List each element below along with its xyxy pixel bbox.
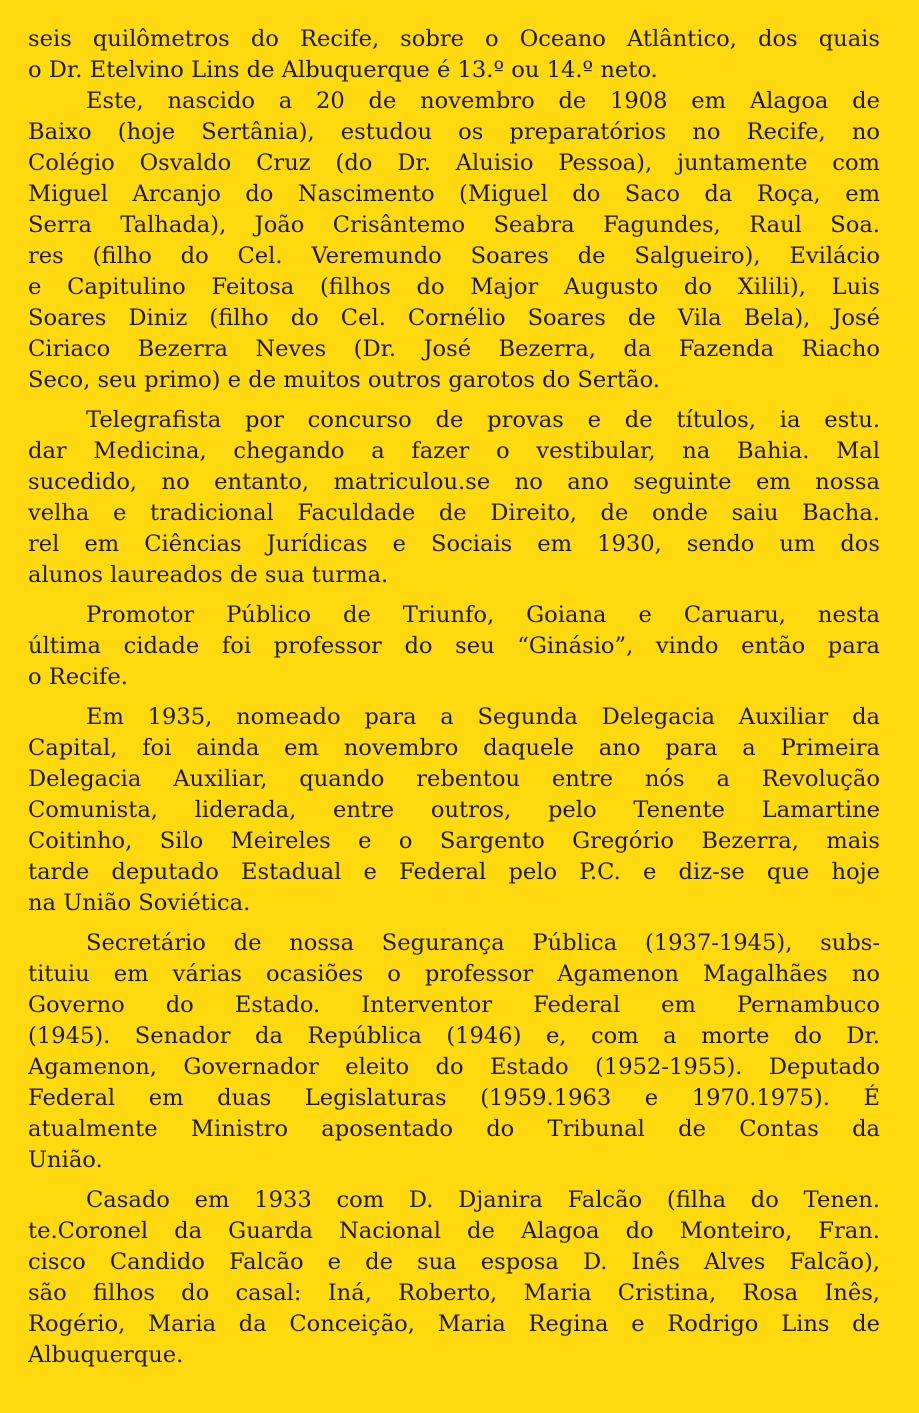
paragraph-3 xyxy=(28,405,880,591)
text-line: Colégio Osvaldo Cruz (do Dr. Aluisio Pessoa), juntamente com xyxy=(28,150,880,176)
text-line: Ciriaco Bezerra Neves (Dr. José Bezerra, da Fazenda Riacho xyxy=(28,336,880,362)
text-line: Em 1935, nomeado para a Segunda Delegacia Auxiliar da xyxy=(86,704,880,730)
text-line: res (filho do Cel. Veremundo Soares de Salgueiro), Evilácio xyxy=(28,243,880,269)
text-line: Rogério, Maria da Conceição, Maria Regina e Rodrigo Lins de xyxy=(28,1311,880,1337)
text-line: tituiu em várias ocasiões o professor Agamenon Magalhães no xyxy=(28,961,880,987)
text-line: te.Coronel da Guarda Nacional de Alagoa do Monteiro, Fran. xyxy=(28,1218,880,1244)
paragraph-gap xyxy=(28,396,880,405)
text-line: alunos laureados de sua turma. xyxy=(28,562,389,588)
text-line: Agamenon, Governador eleito do Estado (1952-1955). Deputado xyxy=(28,1054,880,1080)
text-line: União. xyxy=(28,1147,103,1173)
document-page xyxy=(28,24,880,1394)
paragraph-2 xyxy=(28,86,880,396)
text-line: o Dr. Etelvino Lins de Albuquerque é 13.º ou 14.º neto. xyxy=(28,57,658,83)
text-line: (1945). Senador da República (1946) e, com a morte do Dr. xyxy=(28,1023,880,1049)
text-line: Capital, foi ainda em novembro daquele ano para a Primeira xyxy=(28,735,880,761)
text-line: na União Soviética. xyxy=(28,890,251,916)
paragraph-6 xyxy=(28,928,880,1176)
text-line: Casado em 1933 com D. Djanira Falcão (filha do Tenen. xyxy=(86,1187,880,1213)
text-line: seis quilômetros do Recife, sobre o Oceano Atlântico, dos quais xyxy=(28,26,880,52)
paragraph-gap xyxy=(28,1176,880,1185)
text-line: Coitinho, Silo Meireles e o Sargento Gregório Bezerra, mais xyxy=(28,828,880,854)
paragraph-gap xyxy=(28,919,880,928)
text-line: Comunista, liderada, entre outros, pelo Tenente Lamartine xyxy=(28,797,880,823)
paragraph-4 xyxy=(28,600,880,693)
text-line: Serra Talhada), João Crisântemo Seabra Fagundes, Raul Soa. xyxy=(28,212,880,238)
text-line: Baixo (hoje Sertânia), estudou os preparatórios no Recife, no xyxy=(28,119,880,145)
paragraph-5 xyxy=(28,702,880,919)
paragraph-gap xyxy=(28,591,880,600)
text-line: Seco, seu primo) e de muitos outros garotos do Sertão. xyxy=(28,367,660,393)
text-line: Delegacia Auxiliar, quando rebentou entre nós a Revolução xyxy=(28,766,880,792)
text-line: Soares Diniz (filho do Cel. Cornélio Soares de Vila Bela), José xyxy=(28,305,880,331)
text-line: cisco Candido Falcão e de sua esposa D. Inês Alves Falcão), xyxy=(28,1249,880,1275)
text-line: última cidade foi professor do seu “Ginásio”, vindo então para xyxy=(28,633,880,659)
paragraph-1 xyxy=(28,24,880,86)
text-line: e Capitulino Feitosa (filhos do Major Augusto do Xilili), Luis xyxy=(28,274,880,300)
text-line: tarde deputado Estadual e Federal pelo P.C. e diz-se que hoje xyxy=(28,859,880,885)
text-line: rel em Ciências Jurídicas e Sociais em 1930, sendo um dos xyxy=(28,531,880,557)
text-line: o Recife. xyxy=(28,664,128,690)
text-line: Promotor Público de Triunfo, Goiana e Caruaru, nesta xyxy=(86,602,880,628)
text-line: Miguel Arcanjo do Nascimento (Miguel do Saco da Roça, em xyxy=(28,181,880,207)
text-line: dar Medicina, chegando a fazer o vestibular, na Bahia. Mal xyxy=(28,438,880,464)
text-line: Albuquerque. xyxy=(28,1342,184,1368)
text-line: velha e tradicional Faculdade de Direito, de onde saiu Bacha. xyxy=(28,500,880,526)
text-line: são filhos do casal: Iná, Roberto, Maria Cristina, Rosa Inês, xyxy=(28,1280,880,1306)
paragraph-gap xyxy=(28,693,880,702)
text-line: atualmente Ministro aposentado do Tribunal de Contas da xyxy=(28,1116,880,1142)
text-line: Telegrafista por concurso de provas e de títulos, ia estu. xyxy=(86,407,880,433)
paragraph-7 xyxy=(28,1185,880,1371)
text-line: sucedido, no entanto, matriculou.se no ano seguinte em nossa xyxy=(28,469,880,495)
text-line: Secretário de nossa Segurança Pública (1937-1945), subs- xyxy=(86,930,880,956)
text-line: Federal em duas Legislaturas (1959.1963 e 1970.1975). É xyxy=(28,1085,880,1111)
text-line: Este, nascido a 20 de novembro de 1908 em Alagoa de xyxy=(86,88,880,114)
text-line: Governo do Estado. Interventor Federal em Pernambuco xyxy=(28,992,880,1018)
